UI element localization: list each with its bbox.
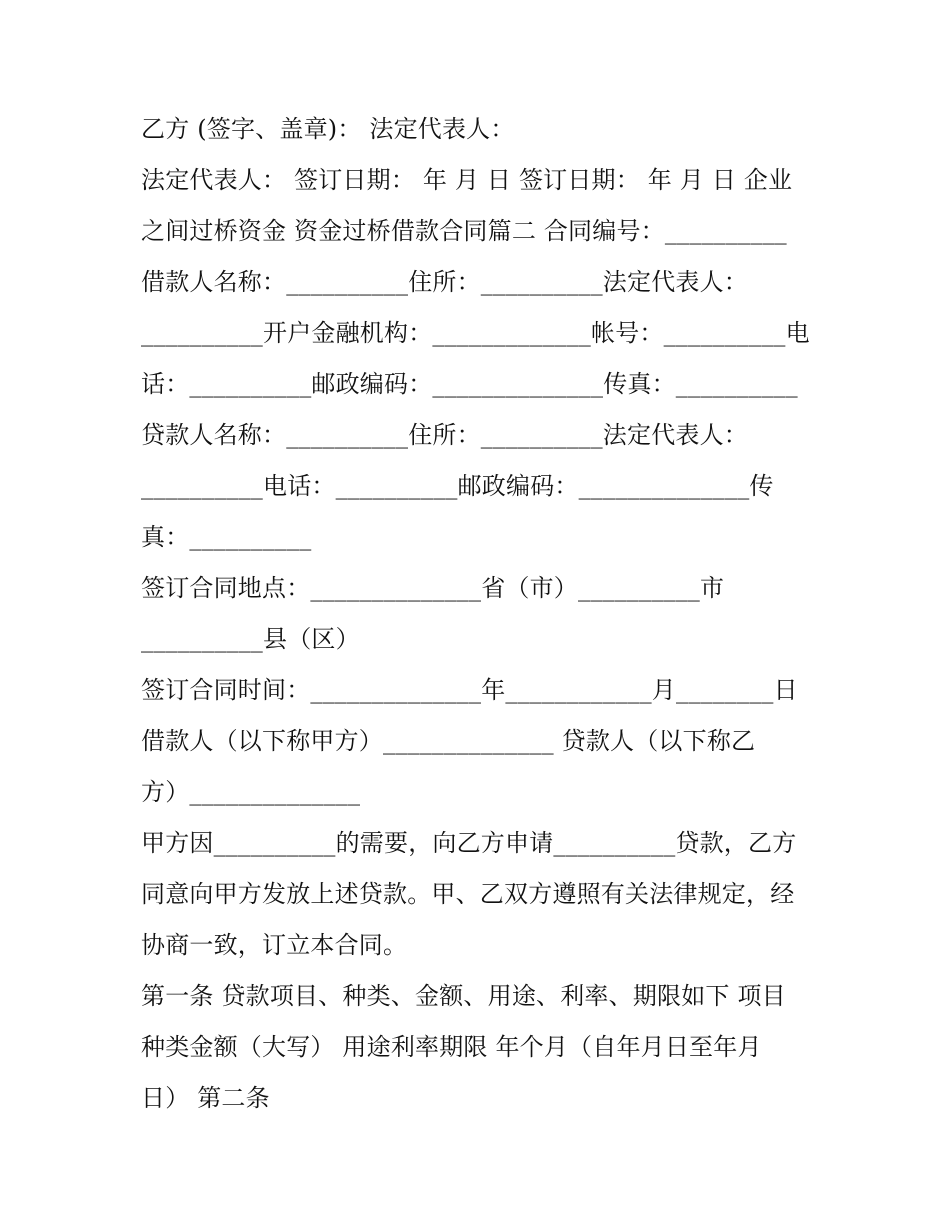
text-line: __________开户金融机构：_____________帐号：__________电: [141, 319, 810, 347]
text-line: 真：__________: [141, 523, 312, 551]
text-line: 签订合同地点：______________省（市）__________市: [141, 574, 725, 602]
text-line: 协商一致，订立本合同。: [141, 931, 408, 959]
text-line: 方）______________: [141, 778, 361, 806]
text-line: 同意向甲方发放上述贷款。甲、乙双方遵照有关法律规定，经: [141, 880, 795, 908]
text-line: 之间过桥资金 资金过桥借款合同篇二 合同编号：__________: [141, 217, 787, 245]
text-line: 甲方因__________的需要，向乙方申请__________贷款，乙方: [141, 829, 797, 857]
text-line: __________电话：__________邮政编码：______________传: [141, 472, 774, 500]
text-line: 借款人（以下称甲方）______________ 贷款人（以下称乙: [141, 727, 756, 755]
text-line: 种类金额（大写） 用途利率期限 年个月（自年月日至年月: [141, 1033, 762, 1061]
text-line: 法定代表人： 签订日期： 年 月 日 签订日期： 年 月 日 企业: [141, 166, 793, 194]
text-line: 第一条 贷款项目、种类、金额、用途、利率、期限如下 项目: [141, 982, 786, 1010]
text-line: 贷款人名称：__________住所：__________法定代表人：: [141, 421, 748, 449]
text-line: 话：__________邮政编码：______________传真：__________: [141, 370, 798, 398]
text-line: __________县（区）: [141, 625, 360, 653]
text-line: 日） 第二条: [141, 1084, 270, 1112]
text-line: 借款人名称：__________住所：__________法定代表人：: [141, 268, 748, 296]
contract-text: [141, 104, 831, 1124]
text-line: 乙方 (签字、盖章)： 法定代表人：: [141, 115, 515, 143]
text-line: 签订合同时间：______________年____________月________日: [141, 676, 798, 704]
